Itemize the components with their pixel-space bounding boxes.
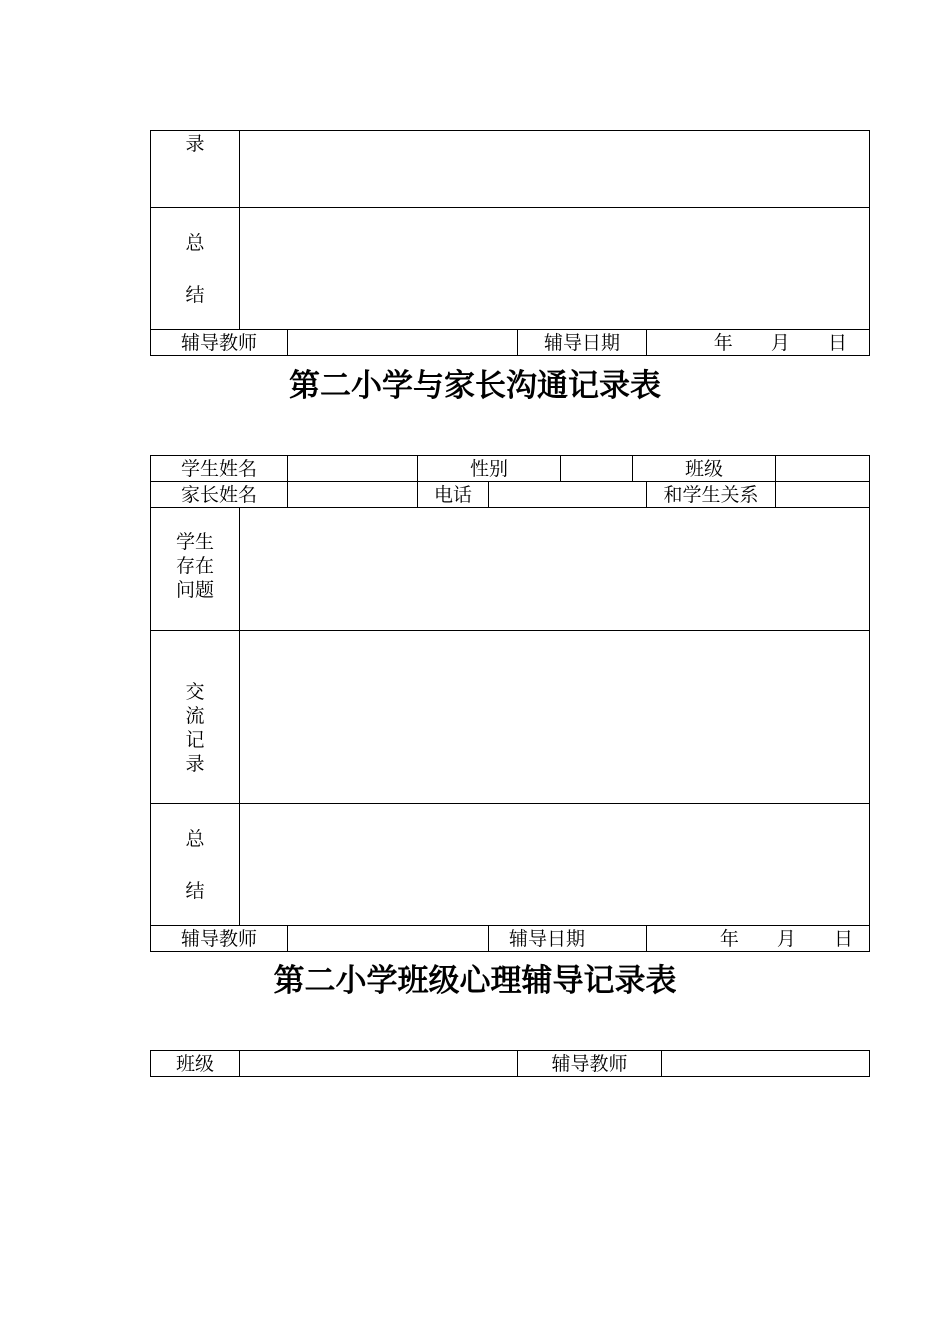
problem-content-cell[interactable]: [240, 508, 870, 631]
record-table-continued: [150, 130, 870, 356]
summary-label-cell: [151, 208, 240, 330]
relation-label: 和学生关系: [663, 483, 759, 506]
class3-label-cell: [151, 1051, 240, 1077]
day-label: 日: [834, 927, 854, 950]
relation-value-cell[interactable]: [776, 482, 870, 508]
class-label: 班级: [175, 1052, 214, 1075]
teacher-label-cell: [151, 330, 288, 356]
teacher-label: 辅导教师: [551, 1052, 628, 1075]
parent-communication-table: [150, 455, 870, 952]
relation-label-cell: [647, 482, 776, 508]
exchange-char: 录: [185, 753, 205, 775]
summary2-label-cell: [151, 804, 240, 926]
exchange-content-cell[interactable]: [240, 631, 870, 804]
year-label: 年: [713, 331, 733, 354]
student-name-value-cell[interactable]: [288, 456, 418, 482]
student-name-label-cell: [151, 456, 288, 482]
teacher-label: 辅导教师: [181, 927, 258, 950]
teacher-value-cell[interactable]: [288, 330, 518, 356]
exchange-label-cell: [151, 631, 240, 804]
problem-line: 存在: [175, 555, 214, 577]
record-label: 录: [185, 133, 205, 155]
month-label: 月: [776, 927, 796, 950]
summary-char: 总: [185, 231, 205, 254]
class-counseling-table: [150, 1050, 870, 1077]
summary2-content-cell[interactable]: [240, 804, 870, 926]
day-label: 日: [827, 331, 847, 354]
class-counseling-title: 第二小学班级心理辅导记录表: [273, 963, 677, 999]
problem-line: 问题: [175, 579, 214, 601]
date2-label-cell: [489, 926, 647, 952]
teacher2-value-cell[interactable]: [288, 926, 489, 952]
teacher2-label-cell: [151, 926, 288, 952]
class3-value-cell[interactable]: [240, 1051, 518, 1077]
class-label: 班级: [685, 457, 724, 480]
year-label: 年: [719, 927, 739, 950]
student-name-label: 学生姓名: [181, 457, 258, 480]
summary-char: 总: [185, 827, 205, 850]
date-value-cell[interactable]: [647, 330, 870, 356]
parent-communication-title: 第二小学与家长沟通记录表: [289, 368, 661, 404]
phone-label: 电话: [434, 483, 473, 506]
teacher3-label-cell: [518, 1051, 662, 1077]
phone-value-cell[interactable]: [489, 482, 647, 508]
summary-content-cell[interactable]: [240, 208, 870, 330]
date-label-cell: [518, 330, 647, 356]
class-label-cell: [633, 456, 776, 482]
teacher3-value-cell[interactable]: [662, 1051, 870, 1077]
date-label: 辅导日期: [509, 927, 586, 950]
teacher-label: 辅导教师: [180, 331, 257, 354]
parent-name-value-cell[interactable]: [288, 482, 418, 508]
exchange-char: 流: [185, 705, 205, 727]
parent-name-label-cell: [151, 482, 288, 508]
record-label-cell: [151, 131, 240, 208]
gender-value-cell[interactable]: [561, 456, 633, 482]
parent-name-label: 家长姓名: [181, 483, 258, 506]
summary-char: 结: [185, 283, 205, 306]
gender-label: 性别: [470, 457, 509, 480]
date-label: 辅导日期: [543, 331, 620, 354]
record-content-cell[interactable]: [240, 131, 870, 208]
exchange-char: 交: [185, 681, 205, 703]
class-value-cell[interactable]: [776, 456, 870, 482]
summary-char: 结: [185, 879, 205, 902]
problem-label-cell: [151, 508, 240, 631]
month-label: 月: [770, 331, 790, 354]
exchange-char: 记: [185, 729, 205, 751]
phone-label-cell: [418, 482, 489, 508]
date2-value-cell[interactable]: [647, 926, 870, 952]
problem-line: 学生: [175, 531, 214, 553]
gender-label-cell: [418, 456, 561, 482]
